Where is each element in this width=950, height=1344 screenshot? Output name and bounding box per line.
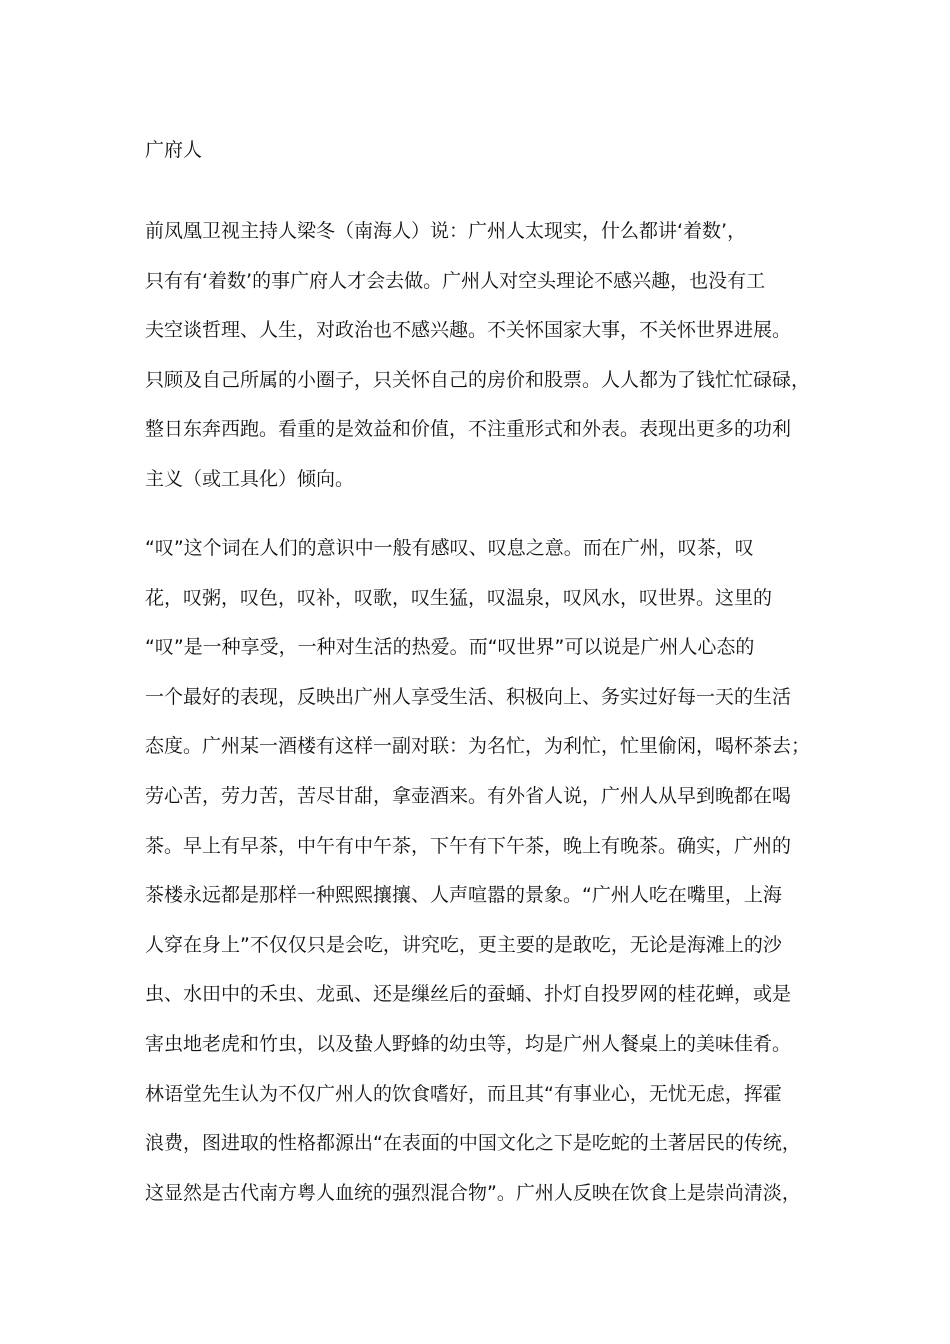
text-line: 态度。广州某一酒楼有这样一副对联：为名忙，为利忙，忙里偷闲，喝杯茶去； bbox=[145, 735, 811, 758]
document-title: 广府人 bbox=[145, 139, 203, 161]
text-line: 夫空谈哲理、人生，对政治也不感兴趣。不关怀国家大事，不关怀世界进展。 bbox=[145, 319, 792, 342]
text-line: “叹”这个词在人们的意识中一般有感叹、叹息之意。而在广州，叹茶，叹 bbox=[145, 537, 754, 559]
text-line: 这显然是古代南方粤人血统的强烈混合物”。广州人反映在饮食上是崇尚清淡， bbox=[145, 1181, 801, 1204]
text-line: 整日东奔西跑。看重的是效益和价值，不注重形式和外表。表现出更多的功利 bbox=[145, 418, 792, 441]
paragraph-pragmatism bbox=[145, 207, 810, 505]
text-line: 虫、水田中的禾虫、龙虱、还是缫丝后的蚕蛹、扑灯自投罗网的桂花蝉，或是 bbox=[145, 983, 792, 1006]
text-line: 一个最好的表现，反映出广州人享受生活、积极向上、务实过好每一天的生活 bbox=[145, 685, 792, 708]
text-line: 茶。早上有早茶，中午有中午茶，下午有下午茶，晚上有晚茶。确实，广州的 bbox=[145, 834, 792, 857]
text-line: “叹”是一种享受，一种对生活的热爱。而“叹世界”可以说是广州人心态的 bbox=[145, 636, 755, 659]
text-line: 林语堂先生认为不仅广州人的饮食嗜好，而且其“有事业心，无忧无虑，挥霍 bbox=[145, 1082, 782, 1105]
text-line: 只顾及自己所属的小圈子，只关怀自己的房价和股票。人人都为了钱忙忙碌碌， bbox=[145, 368, 811, 391]
text-line: 只有有‘着数’的事广府人才会去做。广州人对空头理论不感兴趣，也没有工 bbox=[145, 269, 766, 292]
text-line: 害虫地老虎和竹虫，以及蛰人野蜂的幼虫等，均是广州人餐桌上的美味佳肴。 bbox=[145, 1032, 792, 1055]
text-line: 主义（或工具化）倾向。 bbox=[145, 467, 355, 490]
text-line: 劳心苦，劳力苦，苦尽甘甜，拿壶酒来。有外省人说，广州人从早到晚都在喝 bbox=[145, 784, 792, 807]
text-line: 浪费，图进取的性格都源出“在表面的中国文化之下是吃蛇的土著居民的传统， bbox=[145, 1132, 801, 1155]
paragraph-tan-culture bbox=[145, 524, 810, 1218]
text-line: 茶楼永远都是那样一种熙熙攘攘、人声喧嚣的景象。“广州人吃在嘴里，上海 bbox=[145, 884, 782, 907]
text-line: 花，叹粥，叹色，叹补，叹歌，叹生猛，叹温泉，叹风水，叹世界。这里的 bbox=[145, 586, 773, 609]
text-line: 人穿在身上”不仅仅只是会吃，讲究吃，更主要的是敢吃，无论是海滩上的沙 bbox=[145, 933, 782, 956]
text-line: 前凤凰卫视主持人梁冬（南海人）说：广州人太现实，什么都讲‘着数’， bbox=[145, 220, 747, 242]
